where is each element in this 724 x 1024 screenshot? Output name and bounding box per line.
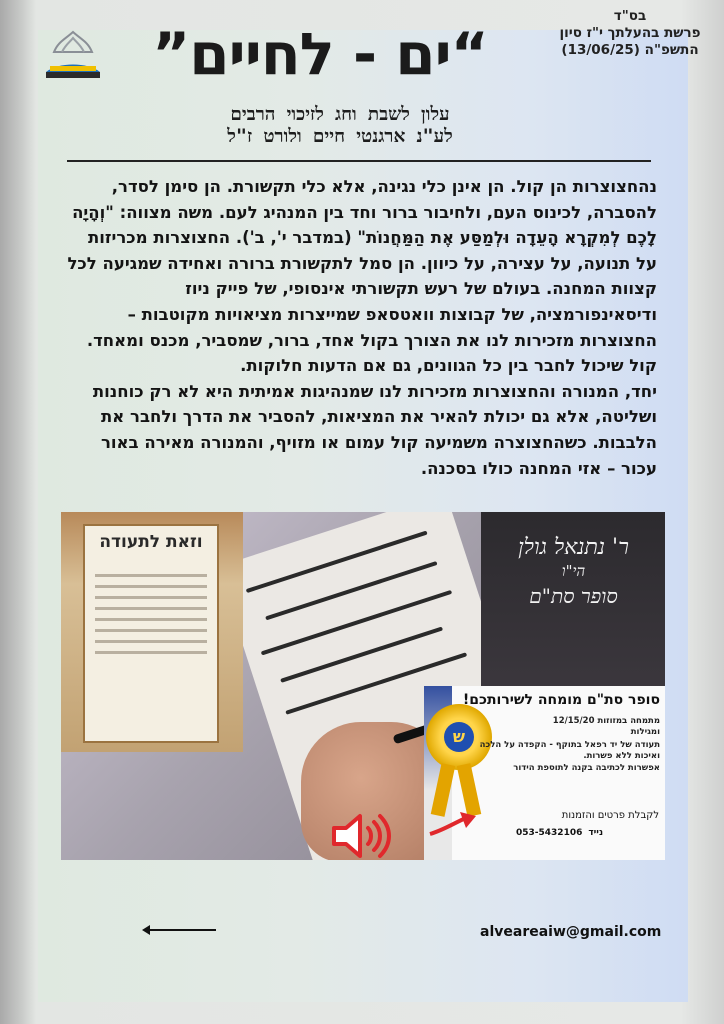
parsha-label: פרשת בהעלתך י"ז סיון bbox=[559, 25, 701, 41]
header-corner bbox=[545, 8, 715, 59]
certificate-title: וזאת לתעודה bbox=[99, 532, 203, 552]
medal-letter: ש bbox=[444, 722, 474, 752]
date-label: התשפ"ה (13/06/25) bbox=[561, 42, 699, 58]
promo-line: ואיכות ללא פשרות. bbox=[583, 751, 660, 761]
promo-line: מתמחה במזוזות 12/15/20 bbox=[552, 716, 660, 726]
subtitle-dedication: עלון לשבת וחג לזיכוי הרבים bbox=[230, 104, 450, 125]
page-title: “ים - לחיים” bbox=[152, 20, 488, 88]
logo-icon bbox=[40, 26, 106, 84]
arrow-left-icon[interactable] bbox=[140, 922, 218, 938]
article-body bbox=[65, 174, 657, 481]
article-paragraph: נהחצוצרות הן קול. הן אינן כלי נגינה, אלא כלי תקשורת. הן סימן לסדר, להסברה, לכינוס העם, ולחיבור ברור וחד בין המנהיג לעם. משה מצווה: "וְהָיָה לָכֶם לְמִקְרָא הָעֵדָה וּלְמַסַּע אֶת הַמַּחֲנוֹת" (במדבר י', ב'). החצוצרות מכריזות על תנועה, על עצירה, על כיוון. הן סמל לתקשורת ברורה ואחידה שמגיעה לכל קצוות המחנה. בעולם של רעש תקשורתי אינסופי, של פייק ניוז ודיסאינפורמציה, של קבוצות וואטסאפ שמייצרות מציאויות מקוטבות – החצוצרות מזכירות לנו את הצורך בקול אחד, ברור, שמסביר, מכנס ומאחד. קול שיכול לחבר בין כל הגוונים, גם אם הדעות חלוקות. bbox=[67, 177, 657, 376]
subtitle-memorial: לע"נ ארגנטי חיים ולורט ז"ל bbox=[227, 126, 453, 147]
phone-number: 053-5432106 bbox=[516, 828, 583, 838]
scribe-suffix: הי"ו bbox=[561, 562, 586, 580]
phone-label: נייד bbox=[588, 828, 604, 838]
promo-title: סופר סת"ם מומחה לשירותכם! bbox=[462, 692, 660, 708]
contact-email[interactable]: alveareaiw@gmail.com bbox=[480, 924, 662, 940]
scribe-name: ר' נתנאל גולן bbox=[518, 535, 629, 560]
promo-line: תעודה של יד רפאל בתוקף - הקפדה על הלכה bbox=[479, 740, 660, 750]
bsd-label: בס"ד bbox=[613, 8, 647, 24]
scribe-role: סופר סת"ם bbox=[529, 584, 618, 608]
promo-line: ומגילות bbox=[630, 727, 660, 737]
red-arrow-icon bbox=[426, 810, 482, 838]
speaker-icon[interactable] bbox=[328, 808, 394, 864]
promo-contact: לקבלת פרטים והזמנות bbox=[561, 810, 659, 821]
article-paragraph: יחד, המנורה והחצוצרות מזכירות לנו שמנהיגות אמיתית היא לא רק כוחנות ושליטה, אלא גם יכולת להאיר את המציאות, להסביר את הדרך ולחבר את הלבבות. כשהחצוצרה משמיעה קול עמום או מזויף, והמנורה מאירה באור עכור – אזי המחנה כולו בסכנה. bbox=[92, 381, 657, 478]
promo-line: אפשרות לכתיבה בקנה לתוספת הידור bbox=[513, 763, 660, 773]
promo-phone bbox=[510, 828, 660, 838]
promo-card bbox=[424, 686, 665, 860]
certificate bbox=[61, 512, 243, 752]
divider bbox=[67, 160, 651, 162]
